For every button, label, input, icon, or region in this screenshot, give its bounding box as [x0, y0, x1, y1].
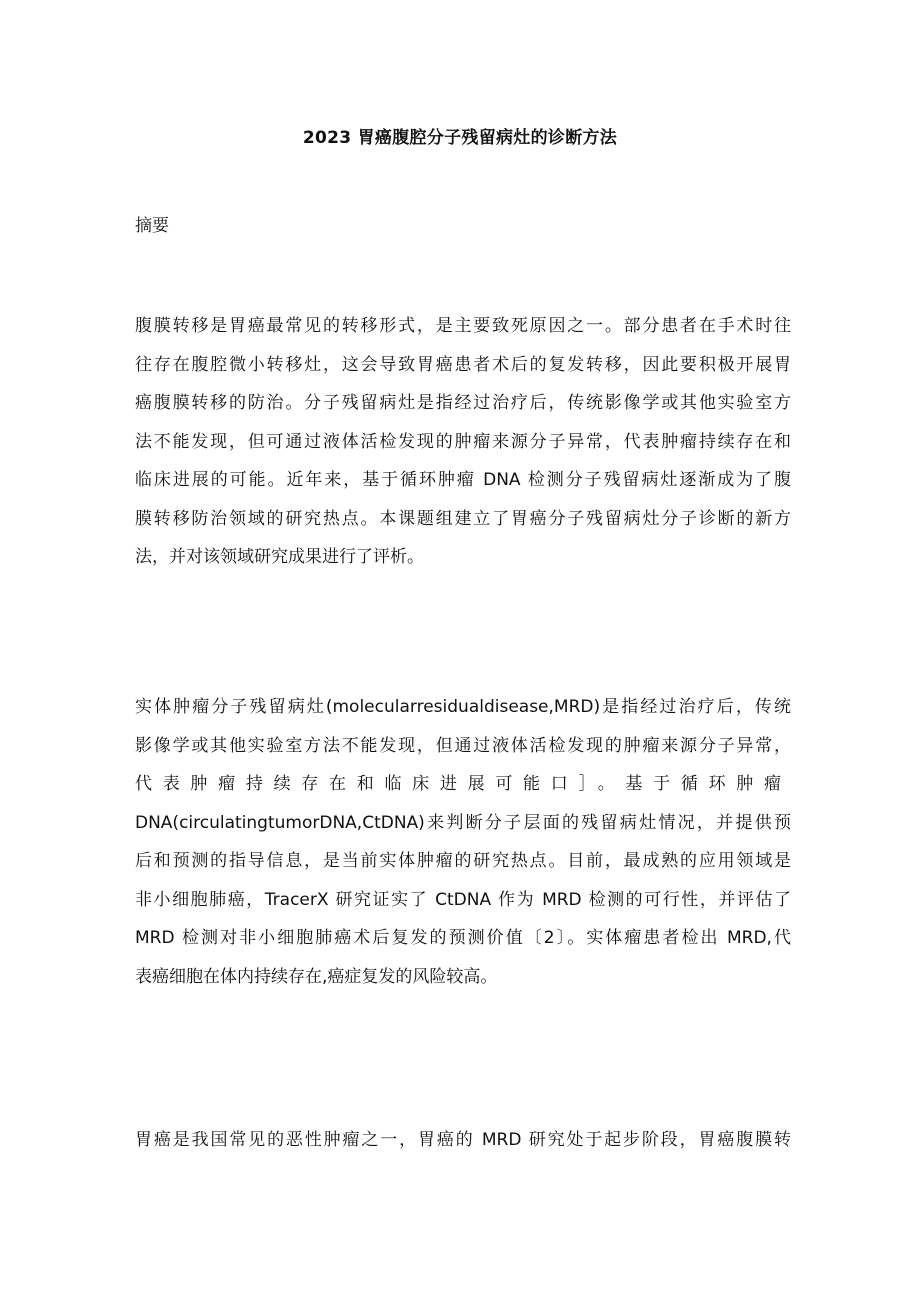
text-line: 实体肿瘤分子残留病灶(molecularresidualdisease,MRD)是指经过治疗后，传统	[135, 697, 791, 717]
text-line: 膜转移防治领域的研究热点。本课题组建立了胃癌分子残留病灶分子诊断的新方	[135, 508, 791, 529]
paragraph-1	[135, 307, 791, 577]
text-line: 胃癌是我国常见的恶性肿瘤之一，胃癌的 MRD 研究处于起步阶段，胃癌腹膜转	[135, 1130, 791, 1150]
paragraph-3	[135, 1121, 791, 1160]
text-line: DNA(circulatingtumorDNA,CtDNA)来判断分子层面的残留病灶情况，并提供预	[135, 812, 791, 833]
text-line: 癌腹膜转移的防治。分子残留病灶是指经过治疗后，传统影像学或其他实验室方	[135, 393, 791, 413]
text-line: 代表肿瘤持续存在和临床进展可能口］。基于循环肿瘤	[135, 774, 791, 794]
text-line: 法不能发现，但可通过液体活检发现的肿瘤来源分子异常，代表肿瘤持续存在和	[135, 431, 791, 452]
document-title: 2023 胃癌腹腔分子残留病灶的诊断方法	[302, 128, 618, 148]
paragraph-2	[135, 688, 791, 996]
text-line: 腹膜转移是胃癌最常见的转移形式，是主要致死原因之一。部分患者在手术时往	[135, 316, 791, 336]
abstract-heading: 摘要	[135, 216, 169, 236]
text-line: MRD 检测对非小细胞肺癌术后复发的预测价值〔2〕。实体瘤患者检出 MRD,代	[135, 928, 791, 948]
text-line: 表癌细胞在体内持续存在,癌症复发的风险较高。	[135, 966, 498, 987]
text-line: 往存在腹腔微小转移灶，这会导致胃癌患者术后的复发转移，因此要积极开展胃	[135, 354, 791, 375]
text-line: 临床进展的可能。近年来，基于循环肿瘤 DNA 检测分子残留病灶逐渐成为了腹	[135, 470, 791, 490]
text-line: 后和预测的指导信息，是当前实体肿瘤的研究热点。目前，最成熟的应用领域是	[135, 851, 791, 871]
text-line: 影像学或其他实验室方法不能发现，但通过液体活检发现的肿瘤来源分子异常，	[135, 735, 791, 756]
text-line: 非小细胞肺癌，TracerX 研究证实了 CtDNA 作为 MRD 检测的可行性，并评估了	[135, 889, 791, 910]
text-line: 法，并对该领域研究成果进行了评析。	[135, 547, 424, 567]
